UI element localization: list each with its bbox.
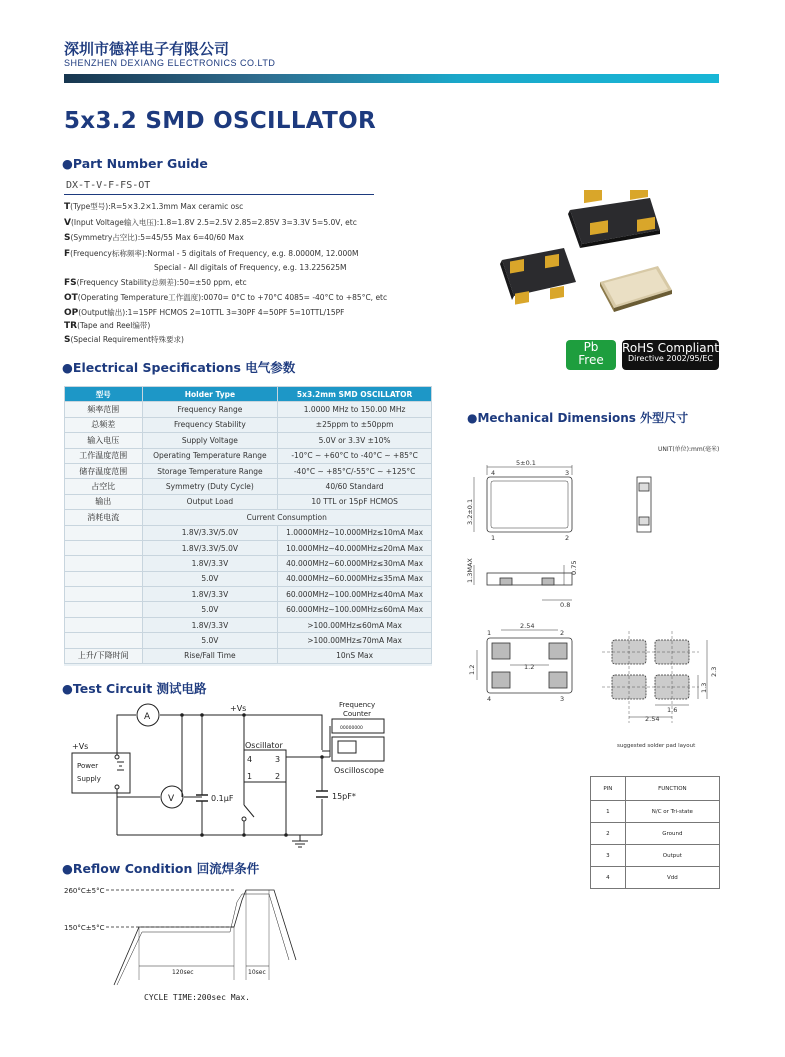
voltmeter-label: V [168,794,175,804]
osc-pin-4: 4 [247,755,253,764]
guide-line [64,334,184,345]
pin-function: Output [625,845,719,867]
part-number-code: DX-T-V-F-FS-OT [66,180,151,191]
spec-value: 10.000MHz~40.000MHz≤20mA Max [278,540,432,555]
mechanical-dimensions-heading: ●Mechanical Dimensions 外型尺寸 [467,411,689,425]
osc-pin-2: 2 [275,772,281,781]
spec-table-container [64,386,432,666]
spec-param-en: Output Load [142,494,278,509]
spec-table [64,386,432,664]
spec-param-cn: 频率范围 [65,402,143,417]
spec-current-row [65,571,432,586]
spec-param-en: Supply Voltage [142,433,278,448]
pad-dim-23: 2.3 [710,666,718,677]
spec-param-cn [65,556,143,571]
spec-param-cn: 消耗电流 [65,510,143,525]
oscillator-label: Oscillator [245,741,283,750]
guide-line [64,277,247,288]
guide-text: (Tape and Reel编带) [77,321,151,330]
test-circuit-diagram [64,695,404,855]
spec-param-en: Storage Temperature Range [142,463,278,478]
spec-voltage: 1.8V/3.3V [142,556,278,571]
spec-row [65,463,432,478]
guide-text: (Type型号):R=5×3.2×1.3mm Max ceramic osc [70,202,244,211]
pin-function: Ground [625,823,719,845]
guide-key: FS [64,278,77,288]
chip-bottom-view-1 [568,190,660,248]
vs-left-label: +Vs [72,742,89,751]
spec-header-cell: 型号 [65,387,143,402]
spec-value: 40.000MHz~60.000MHz≤35mA Max [278,571,432,586]
guide-text: (Operating Temperature工作温度):0070= 0°C to +70°C 4085= -40°C to +85°C, etc [77,293,388,302]
spec-row [65,510,432,525]
pb-free-badge [566,340,616,370]
spec-value: 60.000MHz~100.00MHz≤60mA Max [278,602,432,617]
spec-row [65,402,432,417]
chip-bottom-view-2 [500,248,576,305]
counter-display: 00000000 [340,726,363,731]
pin-header-cell: FUNCTION [625,777,719,801]
spec-param-cn [65,525,143,540]
dim-height: 1.3MAX [466,558,474,583]
pin-header-cell: PIN [591,777,626,801]
reflow-curve [114,890,296,985]
spec-current-row [65,587,432,602]
pin-row [591,845,720,867]
guide-text: (Output输出):1=15PF HCMOS 2=10TTL 3=30PF 4=50PF 5=10TTL/15PF [78,308,345,317]
guide-line [154,263,346,273]
spec-param-cn: 储存温度范围 [65,463,143,478]
cap2-label: 15pF* [332,792,356,801]
osc-pin-1: 1 [247,772,253,781]
guide-text: (Input Voltage输入电压):1.8=1.8V 2.5=2.5V 2.85=2.85V 3=3.3V 5=5.0V, etc [70,218,357,227]
pad-dim-254: 2.54 [645,715,660,723]
electrical-specs-heading: ●Electrical Specifications 电气参数 [62,360,296,375]
spec-param-cn: 输入电压 [65,433,143,448]
spec-row [65,479,432,494]
spec-param-en: Frequency Stability [142,417,278,432]
pin-number: 2 [591,823,626,845]
reflow-heading: ●Reflow Condition 回流焊条件 [62,861,260,876]
spec-param-cn: 占空比 [65,479,143,494]
test-circuit-heading: ●Test Circuit 测试电路 [62,681,207,696]
spec-voltage: 1.8V/3.3V [142,617,278,632]
dim-12b: 1.2 [524,663,535,671]
header-bar [64,74,719,83]
spec-value: 1.0000MHz~10.000MHz≤10mA Max [278,525,432,540]
freq-counter-label-2: Counter [343,710,371,718]
spec-voltage: 5.0V [142,633,278,648]
spec-value: 40.000MHz~60.000MHz≤30mA Max [278,556,432,571]
spec-param-cn [65,633,143,648]
pin-3-label: 3 [565,469,570,477]
guide-key: S [64,233,71,243]
spec-voltage: 5.0V [142,602,278,617]
guide-text: (Frequency Stability总频差):50=±50 ppm, etc [76,278,247,287]
spec-header-cell: Holder Type [142,387,278,402]
guide-key: TR [64,321,78,331]
chip-top-view [600,266,672,312]
spec-value: 5.0V or 3.3V ±10% [278,433,432,448]
bottom-pin-1: 1 [487,629,492,637]
freq-counter-label-1: Frequency [339,701,376,709]
dim-length: 5±0.1 [516,459,536,467]
cycle-time-label: CYCLE TIME:200sec Max. [144,993,250,1002]
rohs-label: RoHS Compliant [622,341,719,355]
power-label: Power [77,762,99,770]
guide-text: (Symmetry占空比):5=45/55 Max 6=40/60 Max [70,233,244,242]
pin-number: 4 [591,867,626,889]
pin-function-table [590,776,720,889]
oscilloscope-label: Oscilloscope [334,766,384,775]
duration-10-label: 10sec [248,969,266,976]
dim-254: 2.54 [520,622,535,630]
bottom-pin-2: 2 [560,629,565,637]
spec-param-cn [65,540,143,555]
spec-value: 10 TTL or 15pF HCMOS [278,494,432,509]
spec-value: >100.00MHz≤60mA Max [278,617,432,632]
pin-function: Vdd [625,867,719,889]
spec-param-cn: 工作温度范围 [65,448,143,463]
pad-dim-13: 1.3 [700,682,708,693]
spec-value: 1.0000 MHz to 150.00 MHz [278,402,432,417]
pin-4-label: 4 [491,469,496,477]
spec-row [65,448,432,463]
pin-2-label: 2 [565,534,570,542]
pin-row [591,801,720,823]
dim-075: 0.75 [570,560,578,575]
ammeter-label: A [144,712,151,722]
package-top-view [487,477,572,532]
guide-key: V [64,218,71,228]
spec-param-cn [65,587,143,602]
bottom-pin-3: 3 [560,695,565,703]
divider [64,194,374,195]
mechanical-drawing [462,455,732,755]
guide-key: OP [64,308,79,318]
spec-current-row [65,540,432,555]
guide-key: T [64,202,71,212]
company-name-cn: 深圳市德祥电子有限公司 [64,40,230,58]
osc-pin-3: 3 [275,755,281,764]
spec-value: ±25ppm to ±50ppm [278,417,432,432]
guide-line [64,292,387,303]
page-title: 5x3.2 SMD OSCILLATOR [64,108,376,134]
spec-value: 40/60 Standard [278,479,432,494]
cap1-label: 0.1μF [211,794,234,803]
company-name-en: SHENZHEN DEXIANG ELECTRONICS CO.LTD [64,58,276,68]
power-supply [72,753,130,793]
spec-current-row [65,556,432,571]
spec-param-en: Operating Temperature Range [142,448,278,463]
guide-text: Special - All digitals of Frequency, e.g. 13.225625M [154,263,347,272]
pin-row [591,867,720,889]
guide-line [64,232,244,243]
dim-08: 0.8 [560,601,571,609]
spec-param-cn [65,602,143,617]
spec-current-row [65,525,432,540]
pin-function: N/C or Tri-state [625,801,719,823]
spec-voltage: 1.8V/3.3V [142,587,278,602]
dim-12: 1.2 [468,664,476,675]
rohs-directive: Directive 2002/95/EC [628,353,713,363]
temp-150-label: 150°C±5°C [64,924,105,932]
pin-row [591,823,720,845]
guide-line [64,320,150,331]
spec-current-row [65,633,432,648]
spec-voltage: 1.8V/3.3V/5.0V [142,525,278,540]
reflow-profile-chart [64,880,324,1010]
temp-260-label: 260°C±5°C [64,887,105,895]
spec-current-row [65,617,432,632]
spec-param-en: Rise/Fall Time [142,648,278,663]
vs-top-label: +Vs [230,704,247,713]
pad-dim-16: 1.6 [667,706,678,714]
guide-line [64,201,243,212]
spec-voltage: 5.0V [142,571,278,586]
guide-text: (Special Requirement特殊要求) [70,335,184,344]
pin-1-label: 1 [491,534,496,542]
spec-value: -10°C ~ +60°C to -40°C ~ +85°C [278,448,432,463]
pb-label: Pb [583,340,599,354]
spec-param-cn: 输出 [65,494,143,509]
spec-value: 10nS Max [278,648,432,663]
duration-120-label: 120sec [172,969,194,976]
spec-header-cell: 5x3.2mm SMD OSCILLATOR [278,387,432,402]
pin-number: 1 [591,801,626,823]
spec-param-cn [65,617,143,632]
spec-current-title: Current Consumption [142,510,431,525]
pin-header-row [591,777,720,801]
guide-text: (Frequency标称频率):Normal - 5 digitals of Frequency, e.g. 8.0000M, 12.000M [70,249,359,258]
pin-number: 3 [591,845,626,867]
dim-width: 3.2±0.1 [466,498,474,525]
product-image [490,190,680,315]
spec-value: >100.00MHz≤70mA Max [278,633,432,648]
solder-pad-layout [602,631,707,723]
spec-current-row [65,602,432,617]
bottom-pin-4: 4 [487,695,492,703]
spec-param-cn: 上升/下降时间 [65,648,143,663]
guide-key: S [64,335,71,345]
guide-key: OT [64,293,78,303]
spec-row [65,494,432,509]
unit-label: UNIT(单位):mm(毫米) [658,446,720,453]
spec-param-cn [65,571,143,586]
spec-header-row [65,387,432,402]
supply-label: Supply [77,775,101,783]
guide-line [64,307,344,318]
spec-row [65,433,432,448]
part-number-guide-heading: ●Part Number Guide [62,156,208,171]
spec-row [65,648,432,663]
guide-line [64,248,359,259]
pad-layout-caption: suggested solder pad layout [617,743,696,749]
spec-param-cn: 总频差 [65,417,143,432]
guide-key: F [64,249,71,259]
rohs-badge [622,340,719,370]
free-label: Free [578,352,604,367]
spec-value: -40°C ~ +85°C/-55°C ~ +125°C [278,463,432,478]
guide-line [64,217,357,228]
spec-value: 60.000MHz~100.00MHz≤40mA Max [278,587,432,602]
spec-param-en: Symmetry (Duty Cycle) [142,479,278,494]
spec-row [65,417,432,432]
spec-param-en: Frequency Range [142,402,278,417]
spec-voltage: 1.8V/3.3V/5.0V [142,540,278,555]
